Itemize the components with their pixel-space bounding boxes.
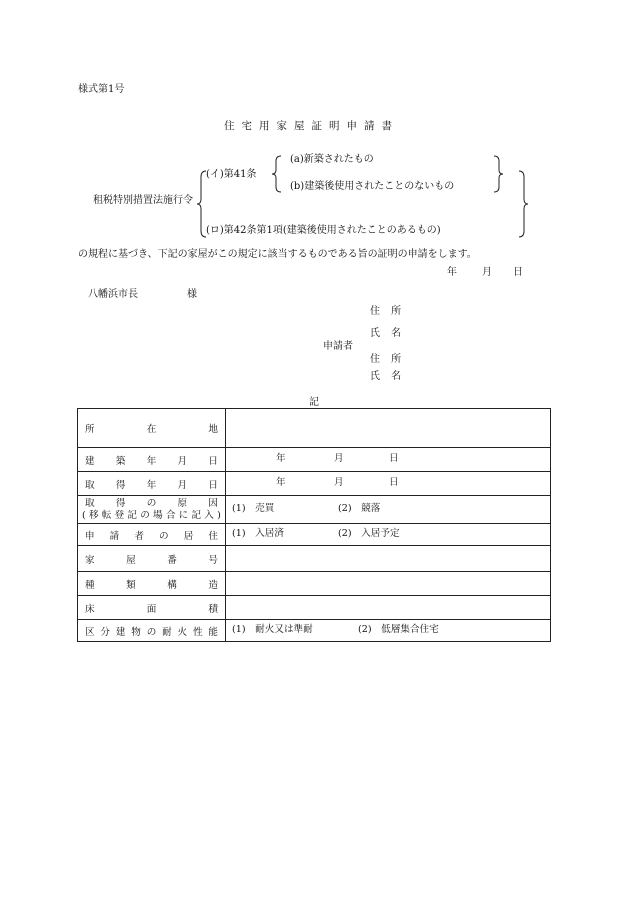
article-41: (イ)第41条: [206, 169, 257, 180]
floor-area-label: 床 面 積: [85, 603, 218, 615]
structure-value-field[interactable]: [226, 572, 551, 596]
decree-right-brace: [518, 171, 528, 237]
residence-option-moved-in[interactable]: (1) 入居済: [232, 528, 284, 539]
details-table: [77, 408, 551, 642]
table-row-house-number: [78, 546, 551, 572]
acquired-day-unit: 日: [389, 477, 399, 488]
table-row-acquired-date: [78, 472, 551, 496]
structure-label: 種 類 構 造: [85, 579, 218, 591]
fireproof-label: 区 分 建 物 の 耐 火 性 能: [85, 626, 218, 638]
location-value-field[interactable]: [226, 409, 551, 448]
decree-name: 租税特別措置法施行令: [93, 195, 193, 206]
table-row-floor-area: [78, 596, 551, 620]
built-month-unit: 月: [334, 453, 344, 464]
form-number: 様式第1号: [78, 84, 125, 95]
table-row-structure: [78, 572, 551, 596]
article-42: (ロ)第42条第1項(建築後使用されたことのあるもの): [206, 225, 441, 236]
fireproof-option-fireproof[interactable]: (1) 耐火又は準耐: [232, 624, 313, 635]
fireproof-value-field: [226, 620, 551, 642]
fireproof-option-low-rise[interactable]: (2) 低層集合住宅: [358, 624, 439, 635]
applicant-label: 申請者: [323, 341, 353, 352]
built-day-unit: 日: [389, 453, 399, 464]
residence-value-field: [226, 524, 551, 546]
floor-area-value-field[interactable]: [226, 596, 551, 620]
acquired-date-value-field[interactable]: [226, 472, 551, 496]
built-date-label: 建 築 年 月 日: [85, 455, 218, 467]
residence-label: 申 請 者 の 居 住: [85, 530, 218, 542]
applicant-name-label-1: 氏 名: [370, 328, 406, 339]
applicant-address-label-2: 住 所: [370, 354, 406, 365]
date-month-label: 月: [482, 267, 492, 278]
article-41-right-brace: [493, 156, 503, 192]
residence-option-planned[interactable]: (2) 入居予定: [338, 528, 400, 539]
body-text: の規程に基づき、下記の家屋がこの規定に該当するものである旨の証明の申請をします。: [78, 249, 477, 260]
option-b: (b)建築後使用されたことのないもの: [290, 181, 455, 192]
record-heading: 記: [309, 397, 319, 408]
cause-value-field: [226, 496, 551, 524]
house-number-label: 家 屋 番 号: [85, 554, 218, 566]
table-row-fireproof: [78, 620, 551, 642]
table-row-cause: [78, 496, 551, 524]
date-year-label: 年: [447, 267, 457, 278]
cause-sublabel: ( 移 転 登 記 の 場 合 に 記 入 ): [82, 509, 221, 521]
applicant-name-label-2: 氏 名: [370, 371, 406, 382]
cause-option-auction[interactable]: (2) 競落: [338, 503, 381, 514]
date-day-label: 日: [513, 267, 523, 278]
cause-option-purchase[interactable]: (1) 売買: [232, 503, 275, 514]
built-date-value-field[interactable]: [226, 448, 551, 472]
table-row-location: [78, 409, 551, 448]
option-a: (a)新築されたもの: [290, 154, 374, 165]
addressee: 八幡浜市長: [88, 289, 138, 300]
honorific: 様: [187, 289, 197, 300]
table-row-residence: [78, 524, 551, 546]
acquired-month-unit: 月: [334, 477, 344, 488]
page-title: 住宅用家屋証明申請書: [224, 120, 399, 132]
applicant-address-label-1: 住 所: [370, 306, 406, 317]
cause-label: 取 得 の 原 因: [85, 498, 218, 510]
acquired-year-unit: 年: [276, 477, 286, 488]
house-number-value-field[interactable]: [226, 546, 551, 572]
location-label: 所 在 地: [85, 424, 218, 435]
article-41-left-brace: [272, 156, 282, 192]
table-row-built-date: [78, 448, 551, 472]
built-year-unit: 年: [276, 453, 286, 464]
acquired-date-label: 取 得 年 月 日: [85, 479, 218, 491]
